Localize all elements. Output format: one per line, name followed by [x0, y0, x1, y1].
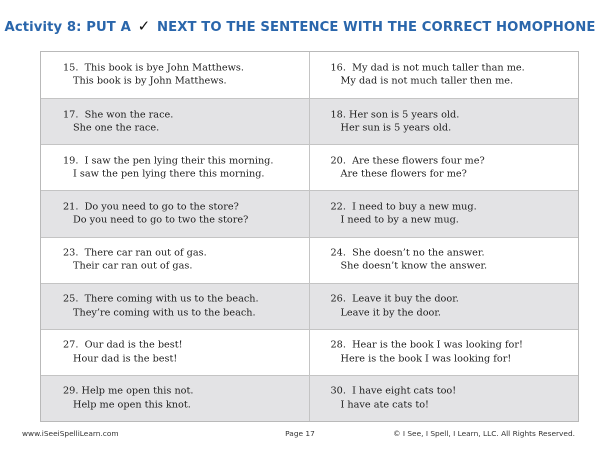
question-number: 21. [63, 201, 79, 213]
sentence-option[interactable]: They’re coming with us to the beach. [73, 307, 256, 319]
activity-title [0, 17, 600, 35]
sentence-option[interactable]: She won the race. [84, 109, 174, 121]
sentence-option[interactable]: Help me open this knot. [73, 399, 191, 411]
question-cell [41, 329, 310, 375]
question-number: 28. [330, 339, 346, 351]
question-cell [310, 52, 579, 98]
question-cell [310, 237, 579, 283]
question-number: 25. [63, 293, 79, 305]
title-suffix: NEXT TO THE SENTENCE WITH THE CORRECT HOMOPHONE [156, 20, 596, 35]
question-number: 15. [63, 62, 79, 74]
sentence-option[interactable]: Her sun is 5 years old. [340, 122, 452, 134]
sentence-option[interactable]: Here is the book I was looking for! [340, 353, 512, 365]
question-cell [310, 190, 579, 236]
sentence-option[interactable]: There coming with us to the beach. [84, 293, 259, 305]
website-link[interactable]: www.iSeeiSpelliLearn.com [22, 429, 119, 438]
question-cell [41, 52, 310, 98]
sentence-option[interactable]: Hear is the book I was looking for! [352, 339, 523, 351]
question-number: 29. [63, 386, 79, 398]
question-cell [41, 237, 310, 283]
question-number: 16. [330, 62, 346, 74]
question-number: 24. [330, 247, 346, 259]
question-number: 20. [330, 155, 346, 167]
sentence-option[interactable]: I need to by a new mug. [340, 214, 459, 226]
question-cell [41, 283, 310, 329]
checkmark-icon: ✓ [137, 17, 151, 35]
question-number: 27. [63, 339, 79, 351]
question-number: 23. [63, 247, 79, 259]
page-number: Page 17 [285, 429, 315, 438]
question-cell [310, 283, 579, 329]
sentence-option[interactable]: Are these flowers four me? [352, 155, 485, 167]
sentence-option[interactable]: This book is by John Matthews. [73, 76, 227, 88]
sentence-option[interactable]: She doesn’t no the answer. [352, 247, 485, 259]
question-cell [310, 375, 579, 421]
question-cell [310, 329, 579, 375]
sentence-option[interactable]: She doesn’t know the answer. [340, 261, 488, 273]
sentence-option[interactable]: Leave it buy the door. [352, 293, 459, 305]
sentence-option[interactable]: There car ran out of gas. [84, 247, 207, 259]
question-cell [310, 144, 579, 190]
sentence-option[interactable]: She one the race. [73, 122, 160, 134]
sentence-option[interactable]: This book is bye John Matthews. [84, 62, 244, 74]
title-prefix: Activity 8: PUT A [4, 20, 131, 35]
question-number: 19. [63, 155, 79, 167]
question-number: 17. [63, 109, 79, 121]
homophone-table [40, 51, 579, 422]
sentence-option[interactable]: Do you need to go to the store? [84, 201, 239, 213]
sentence-option[interactable]: I have eight cats too! [352, 386, 457, 398]
question-cell [41, 375, 310, 421]
sentence-option[interactable]: I need to buy a new mug. [352, 201, 477, 213]
page-footer [0, 429, 600, 443]
sentence-option[interactable]: Are these flowers for me? [340, 168, 467, 180]
sentence-option[interactable]: Help me open this not. [81, 386, 194, 398]
sentence-option[interactable]: Hour dad is the best! [73, 353, 178, 365]
question-number: 30. [330, 386, 346, 398]
sentence-option[interactable]: Do you need to go to two the store? [73, 214, 249, 226]
sentence-option[interactable]: My dad is not much taller then me. [340, 76, 514, 88]
sentence-option[interactable]: I saw the pen lying there this morning. [73, 168, 265, 180]
sentence-option[interactable]: My dad is not much taller than me. [352, 62, 525, 74]
question-cell [41, 144, 310, 190]
sentence-option[interactable]: Our dad is the best! [84, 339, 183, 351]
question-number: 26. [330, 293, 346, 305]
sentence-option[interactable]: I saw the pen lying their this morning. [84, 155, 274, 167]
sentence-option[interactable]: Their car ran out of gas. [73, 261, 193, 273]
question-cell [310, 98, 579, 144]
sentence-option[interactable]: Leave it by the door. [340, 307, 442, 319]
sentence-option[interactable]: I have ate cats to! [340, 399, 429, 411]
question-number: 18. [330, 109, 346, 121]
question-number: 22. [330, 201, 346, 213]
sentence-option[interactable]: Her son is 5 years old. [349, 109, 460, 121]
copyright-notice: © I See, I Spell, I Learn, LLC. All Rights Reserved. [393, 429, 575, 438]
question-cell [41, 190, 310, 236]
question-cell [41, 98, 310, 144]
